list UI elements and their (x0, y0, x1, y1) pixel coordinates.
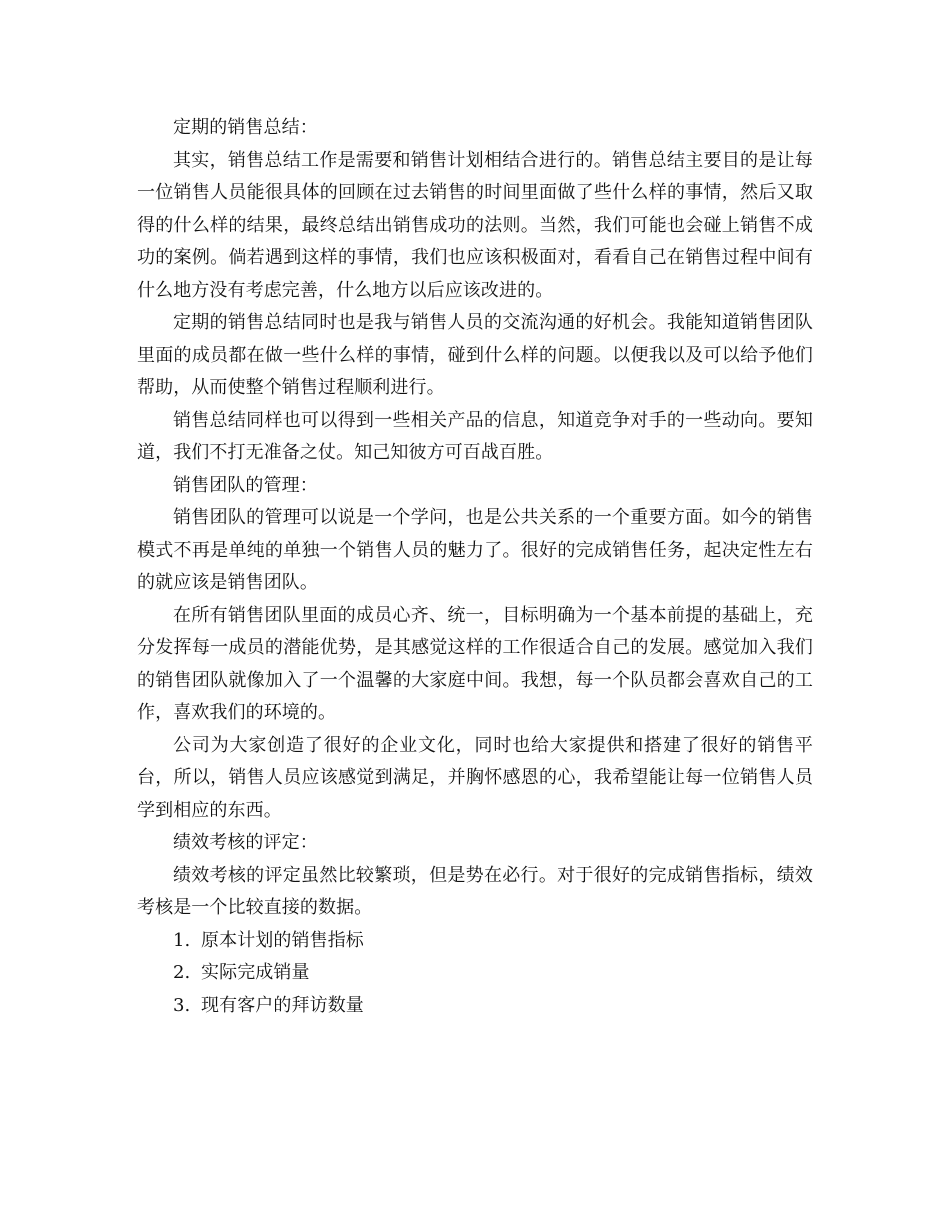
list-item-number: 2. (173, 962, 191, 983)
paragraph: 销售团队的管理可以说是一个学问，也是公共关系的一个重要方面。如今的销售模式不再是单纯的单独一个销售人员的魅力了。很好的完成销售任务，起决定性左右的就应该是销售团队。 (137, 507, 813, 593)
paragraph: 销售总结同样也可以得到一些相关产品的信息，知道竞争对手的一些动向。要知道，我们不打无准备之仗。知己知彼方可百战百胜。 (137, 409, 813, 463)
list-item-number: 3. (173, 994, 191, 1016)
paragraph: 公司为大家创造了很好的企业文化，同时也给大家提供和搭建了很好的销售平台，所以，销售人员应该感觉到满足，并胸怀感恩的心，我希望能让每一位销售人员学到相应的东西。 (137, 734, 813, 821)
list-item (137, 957, 813, 990)
list-item-text: 实际完成销量 (201, 962, 310, 983)
paragraph: 在所有销售团队里面的成员心齐、统一，目标明确为一个基本前提的基础上，充分发挥每一成员的潜能优势，是其感觉这样的工作很适合自己的发展。感觉加入我们的销售团队就像加入了一个温馨的大家庭中间。我想，每一个队员都会喜欢自己的工作，喜欢我们的环境的。 (137, 604, 813, 723)
list-item (137, 925, 813, 958)
section-heading-sales-summary: 定期的销售总结： (173, 117, 318, 138)
list-item-text: 原本计划的销售指标 (201, 929, 364, 951)
document-body (137, 112, 813, 1022)
list-item-number: 1. (173, 929, 191, 951)
list-item-text: 现有客户的拜访数量 (201, 994, 364, 1016)
paragraph: 定期的销售总结同时也是我与销售人员的交流沟通的好机会。我能知道销售团队里面的成员都在做一些什么样的事情，碰到什么样的问题。以便我以及可以给予他们帮助，从而使整个销售过程顺利进行。 (137, 312, 813, 398)
list-item (137, 990, 813, 1023)
paragraph: 绩效考核的评定虽然比较繁琐，但是势在必行。对于很好的完成销售指标，绩效考核是一个比较直接的数据。 (137, 864, 813, 918)
section-heading-team-management: 销售团队的管理： (173, 474, 318, 496)
numbered-list (137, 925, 813, 1023)
paragraph: 其实，销售总结工作是需要和销售计划相结合进行的。销售总结主要目的是让每一位销售人员能很具体的回顾在过去销售的时间里面做了些什么样的事情，然后又取得的什么样的结果，最终总结出销售成功的法则。当然，我们可能也会碰上销售不成功的案例。倘若遇到这样的事情，我们也应该积极面对，看看自己在销售过程中间有什么地方没有考虑完善，什么地方以后应该改进的。 (137, 149, 813, 301)
section-heading-performance-review: 绩效考核的评定： (173, 832, 318, 853)
